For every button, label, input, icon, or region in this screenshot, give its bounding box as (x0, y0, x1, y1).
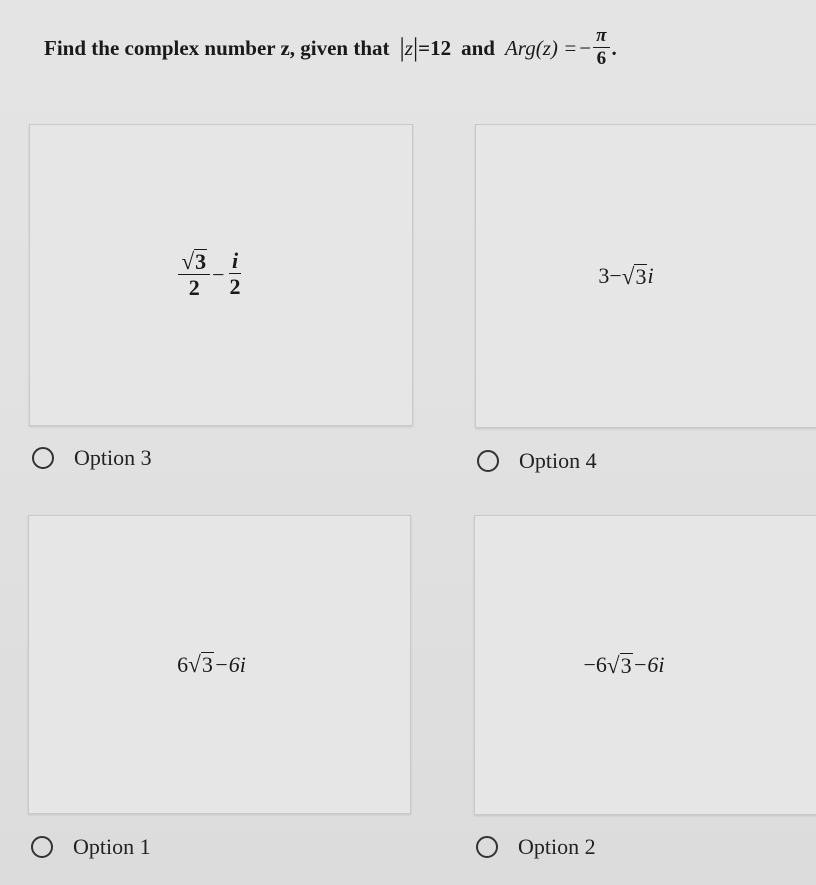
fraction-sqrt3-over-2: √ 3 2 (178, 249, 210, 302)
radicand: 3 (201, 652, 213, 678)
arg-denominator: 6 (596, 47, 607, 69)
option-1-label: Option 1 (73, 834, 151, 859)
minus-sign: − (212, 261, 225, 287)
option-3-radio[interactable] (32, 445, 152, 471)
arg-label: Arg(z) = (504, 35, 578, 60)
sqrt-3: √ 3 (188, 651, 213, 678)
expr-tail: i (647, 263, 654, 288)
radio-button-icon[interactable] (477, 450, 499, 472)
expr-lead: 6 (177, 651, 189, 677)
expr-tail: −6i (632, 652, 665, 677)
radicand: 3 (195, 248, 207, 274)
option-2-label: Option 2 (518, 834, 596, 859)
sqrt-3: √ 3 (621, 262, 647, 289)
question-and: and (461, 35, 495, 60)
radio-button-icon[interactable] (476, 836, 498, 858)
arg-fraction (593, 26, 609, 71)
question-text (44, 26, 617, 71)
expression-option-4 (598, 263, 653, 289)
expr-lead: 3− (598, 263, 622, 288)
expr-lead: −6 (583, 652, 607, 677)
expression-option-3 (176, 249, 245, 302)
expression-option-1 (177, 652, 246, 678)
fraction-i-over-2 (227, 249, 244, 301)
denominator: 2 (188, 274, 200, 300)
sqrt-3: √ 3 (606, 651, 632, 678)
option-1-radio[interactable] (31, 834, 151, 860)
abs-var: z (404, 35, 413, 60)
option-4-label: Option 4 (519, 448, 597, 473)
option-4-radio[interactable] (477, 448, 597, 474)
radicand: 3 (620, 652, 632, 678)
radio-button-icon[interactable] (32, 447, 54, 469)
option-2-radio[interactable] (476, 834, 596, 860)
question-prefix: Find the complex number z, given that (44, 35, 390, 60)
arg-sign: − (579, 35, 592, 60)
expression-option-2 (583, 652, 664, 678)
arg-numerator: π (593, 26, 609, 48)
abs-expression: | z | =12 (399, 33, 452, 63)
radio-button-icon[interactable] (31, 836, 53, 858)
expr-tail: −6i (213, 651, 246, 677)
numerator-i: i (229, 249, 241, 274)
answer-card-option-3[interactable] (29, 124, 413, 426)
answer-card-option-1[interactable] (28, 515, 411, 814)
abs-value: =12 (418, 35, 452, 60)
question-period: . (611, 35, 617, 60)
answer-card-option-2[interactable] (474, 515, 816, 815)
answer-card-option-4[interactable] (475, 124, 816, 428)
option-3-label: Option 3 (74, 445, 152, 470)
radicand: 3 (635, 263, 647, 289)
denominator: 2 (229, 274, 241, 300)
